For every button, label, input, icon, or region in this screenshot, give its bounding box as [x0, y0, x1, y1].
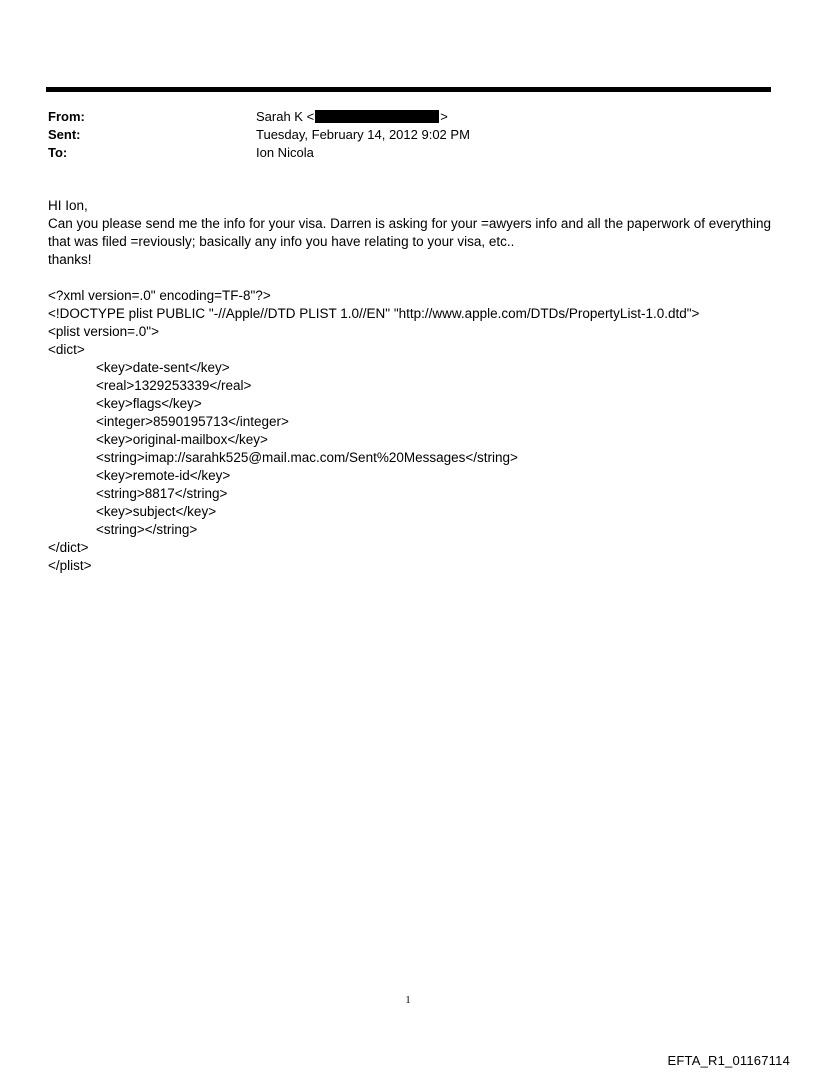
from-close: > — [440, 109, 448, 124]
plist-line: </dict> — [48, 540, 89, 555]
plist-line: <plist version=.0"> — [48, 324, 159, 339]
plist-dict-line: <string>imap://sarahk525@mail.mac.com/Sent%20Messages</string> — [96, 450, 518, 465]
plist-dict-line: <real>1329253339</real> — [96, 378, 252, 393]
from-value — [256, 108, 448, 126]
bates-number: EFTA_R1_01167114 — [667, 1053, 790, 1068]
plist-dict-line: <key>date-sent</key> — [96, 360, 230, 375]
header-divider — [46, 87, 771, 92]
to-label: To: — [48, 145, 68, 160]
greeting: HI Ion, — [48, 198, 88, 213]
plist-dict-line: <key>subject</key> — [96, 504, 217, 519]
plist-line: <dict> — [48, 342, 85, 357]
body-line-1: Can you please send me the info for your visa. Darren is asking for your =awyers info and all the paperwork of everything — [48, 216, 772, 231]
plist-line: </plist> — [48, 558, 92, 573]
from-name: Sarah K < — [256, 109, 315, 124]
redaction-bar — [315, 110, 439, 123]
plist-dict-line: <key>original-mailbox</key> — [96, 432, 268, 447]
sent-value: Tuesday, February 14, 2012 9:02 PM — [256, 127, 470, 142]
sent-label: Sent: — [48, 127, 81, 142]
plist-dict-line: <key>remote-id</key> — [96, 468, 231, 483]
closing: thanks! — [48, 252, 92, 267]
plist-block — [48, 287, 699, 575]
plist-dict-line: <key>flags</key> — [96, 396, 202, 411]
plist-line: <?xml version=.0" encoding=TF-8"?> — [48, 288, 271, 303]
from-label: From: — [48, 109, 85, 124]
plist-dict-line: <integer>8590195713</integer> — [96, 414, 289, 429]
to-value: Ion Nicola — [256, 145, 314, 160]
email-body — [48, 197, 778, 269]
page-number: 1 — [405, 994, 411, 1006]
plist-line: <!DOCTYPE plist PUBLIC "-//Apple//DTD PLIST 1.0//EN" "http://www.apple.com/DTDs/PropertyList-1.0.dtd"> — [48, 306, 700, 321]
plist-dict-line: <string>8817</string> — [96, 486, 228, 501]
plist-dict-line: <string></string> — [96, 522, 198, 537]
body-line-2: that was filed =reviously; basically any info you have relating to your visa, etc.. — [48, 234, 515, 249]
